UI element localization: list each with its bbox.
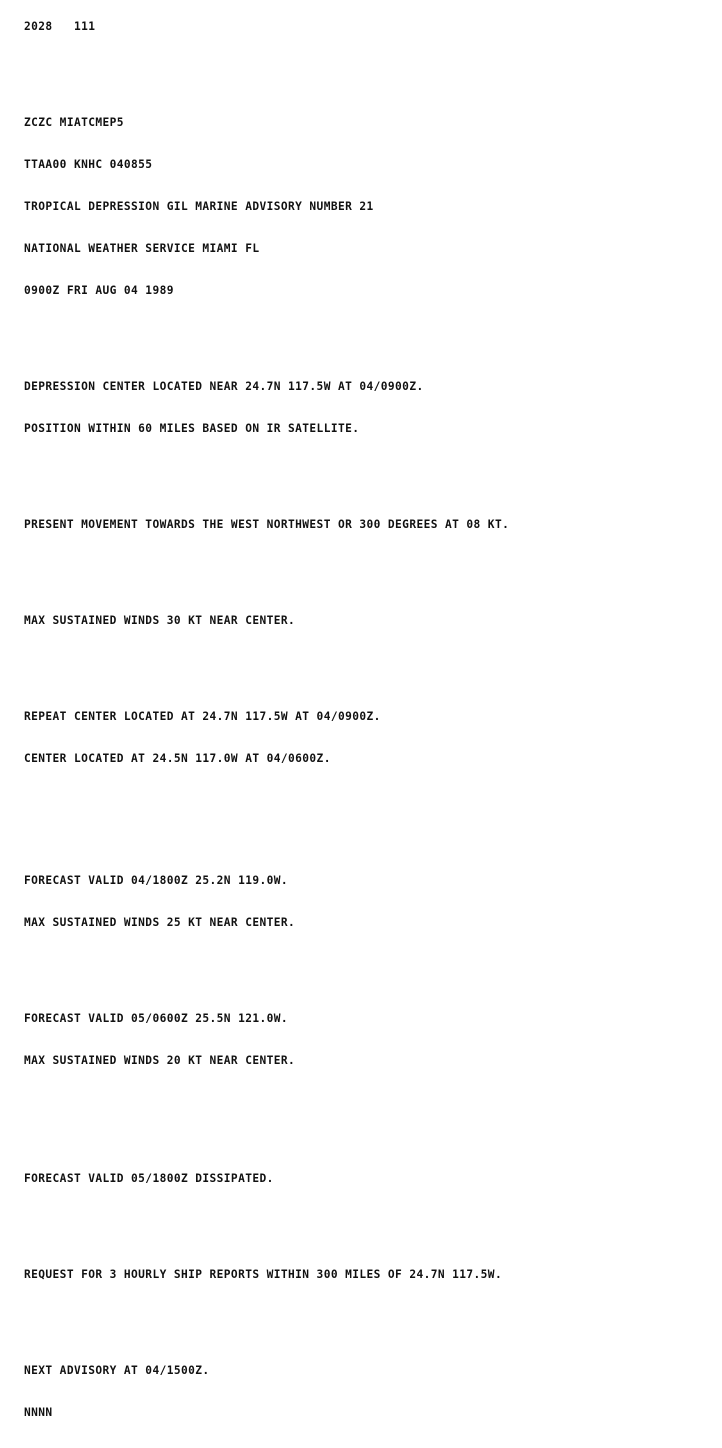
spacer — [24, 62, 714, 74]
next-advisory-line: NEXT ADVISORY AT 04/1500Z. — [24, 1364, 210, 1377]
teletype-header-line: ZCZC MIATCMEP5 — [24, 116, 124, 129]
forecast-3-line: FORECAST VALID 05/1800Z DISSIPATED. — [24, 1172, 274, 1185]
spacer — [24, 560, 714, 572]
max-winds-line: MAX SUSTAINED WINDS 30 KT NEAR CENTER. — [24, 614, 296, 627]
repeat-center-line: REPEAT CENTER LOCATED AT 24.7N 117.5W AT 04/0900Z. — [24, 710, 381, 723]
ship-report-request-line: REQUEST FOR 3 HOURLY SHIP REPORTS WITHIN 300 MILES OF 24.7N 117.5W. — [24, 1268, 503, 1281]
header-cut-line: 2028 111 — [24, 20, 96, 33]
wmo-header-line: TTAA00 KNHC 040855 — [24, 158, 153, 171]
spacer — [24, 1214, 714, 1226]
spacer — [24, 326, 714, 338]
center-location-line: DEPRESSION CENTER LOCATED NEAR 24.7N 117.5W AT 04/0900Z. — [24, 380, 424, 393]
position-accuracy-line: POSITION WITHIN 60 MILES BASED ON IR SATELLITE. — [24, 422, 360, 435]
issue-time: 0900Z FRI AUG 04 1989 — [24, 284, 174, 297]
spacer — [24, 958, 714, 970]
spacer — [24, 1096, 714, 1130]
forecast-1-position: FORECAST VALID 04/1800Z 25.2N 119.0W. — [24, 874, 289, 887]
forecast-1-winds: MAX SUSTAINED WINDS 25 KT NEAR CENTER. — [24, 916, 296, 929]
spacer — [24, 1310, 714, 1322]
spacer — [24, 464, 714, 476]
advisory-text — [24, 0, 714, 1448]
spacer — [24, 656, 714, 668]
forecast-2-winds: MAX SUSTAINED WINDS 20 KT NEAR CENTER. — [24, 1054, 296, 1067]
end-marker: NNNN — [24, 1406, 53, 1419]
movement-line: PRESENT MOVEMENT TOWARDS THE WEST NORTHWEST OR 300 DEGREES AT 08 KT. — [24, 518, 510, 531]
forecast-2-position: FORECAST VALID 05/0600Z 25.5N 121.0W. — [24, 1012, 289, 1025]
advisory-title: TROPICAL DEPRESSION GIL MARINE ADVISORY NUMBER 21 — [24, 200, 374, 213]
previous-center-line: CENTER LOCATED AT 24.5N 117.0W AT 04/0600Z. — [24, 752, 331, 765]
issuing-office: NATIONAL WEATHER SERVICE MIAMI FL — [24, 242, 260, 255]
spacer — [24, 794, 714, 832]
